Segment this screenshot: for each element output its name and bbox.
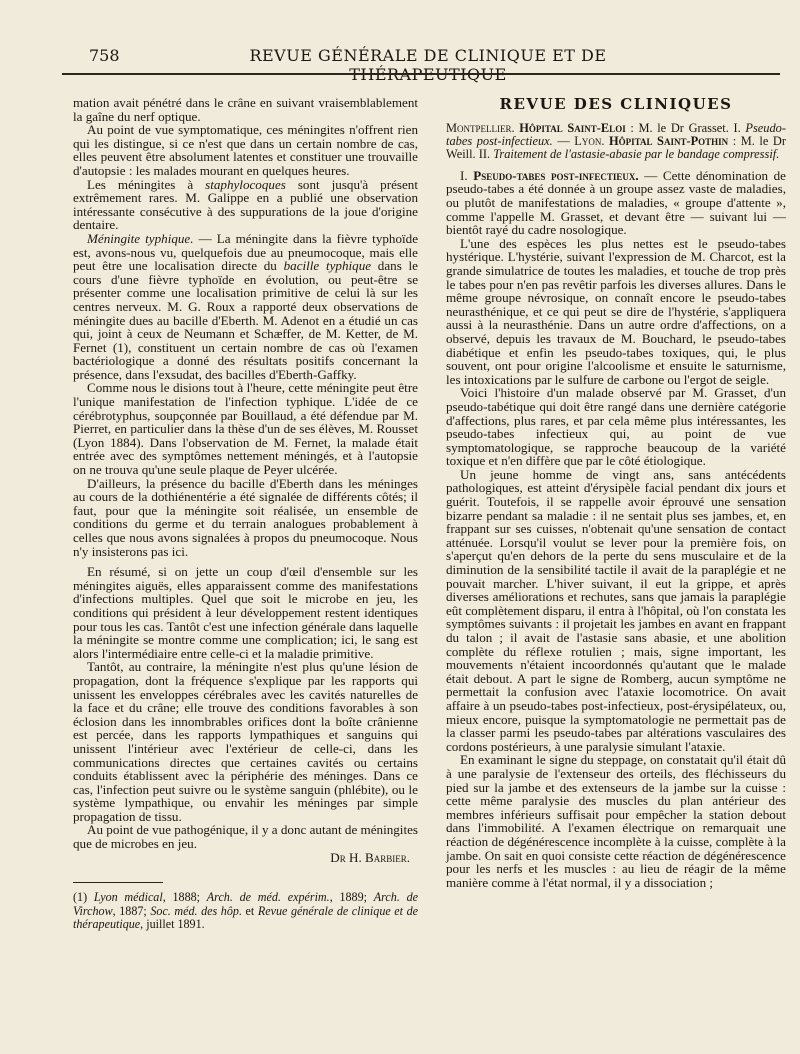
- paragraph: En examinant le signe du steppage, on constatait qu'il était dû à une paralysie de l'extenseur des orteils, des fléchisseurs du pied sur la jambe et des extenseurs de la jambe sur la cuisse : cette même paralysie des muscles du plan antérieur des membres inférieurs suffisait pour empêcher la station debout dans l'immobilité. A l'examen électrique on remarquait une réaction de dégénérescence incomplète à la cuisse, complète à la jambe. On sait en quoi consiste cette réaction de dégénérescence pour les nerfs et les muscles : au lieu de réagir de la même manière comme à l'état normal, il y a dissociation ;: [446, 752, 786, 890]
- paragraph: Comme nous le disions tout à l'heure, cette méningite peut être l'unique manifestation de l'infection typhique. L'idée de ce cérébrotyphus, soupçonnée par Bouillaud, a été défendue par M. Pierret, en particulier dans la thèse d'un de ses élèves, M. Rousset (Lyon 1884). Dans l'observation de M. Fernet, la malade était entrée avec des symptômes nettement méningés, et à l'autopsie on ne trouva qu'une seule plaque de Peyer ulcérée.: [73, 380, 418, 478]
- paragraph: D'ailleurs, la présence du bacille d'Eberth dans les méninges au cours de la dothiénentérie a été signalée de différents côtés; il faut, pour que la méningite soit réalisée, un ensemble de conditions du germe et du terrain analogues probablement à celles que nous avons signalées à propos du pneumocoque. Nous n'y insisterons pas ici.: [73, 475, 418, 559]
- right-column: [446, 96, 786, 889]
- footnote-rule: [73, 882, 163, 883]
- page-number: 758: [89, 46, 120, 65]
- footnote: (1) Lyon médical, 1888; Arch. de méd. expérim., 1889; Arch. de Virchow, 1887; Soc. méd. des hôp. et Revue générale de clinique et de thérapeutique, juillet 1891.: [73, 890, 419, 932]
- running-header: [0, 38, 800, 68]
- paragraph: Un jeune homme de vingt ans, sans antécédents pathologiques, est atteint d'érysipèle facial pendant dix jours et guérit. Toutefois, il se rappelle avoir éprouvé une sensation bizarre pendant sa maladie : il ne sentait plus ses jambes, et, en frappant sur ses cuisses, n'obtenait qu'une sensation de contact atténuée. Lorsqu'il voulut se lever pour la première fois, on s'aperçut qu'en dehors de la perte du sens musculaire et de la diminution de la sensibilité tactile il avait de la paraplégie et ne pouvait marcher. L'hiver suivant, il eut la grippe, et après diverses améliorations et rechutes, sans que jamais la paraplégie eût complètement disparu, il entra à l'hôpital, où l'on constata les symptômes suivants : il projetait les jambes en avant en frappant du talon ; il avait de l'astasie sans abasie, et une abolition complète du réflexe rotulien ; mais, signe important, les mouvements n'étaient incoordonnés qu'autant que le malade était debout. A part le signe de Romberg, aucun symptôme ne permettait la confusion avec l'ataxie locomotrice. On avait affaire à un pseudo-tabes post-infectieux, post-érysipélateux, ou, mieux encore, puisque la symptomatologie ne permettait pas de la classer parmi les pseudo-tabes par altérations vasculaires des cordons postérieurs, à une paralysie simulant l'ataxie.: [446, 466, 786, 754]
- left-column: [73, 96, 418, 932]
- paragraph: L'une des espèces les plus nettes est le pseudo-tabes hystérique. L'hystérie, suivant l'expression de M. Charcot, est la grande simulatrice de toutes les maladies, et touche de trop près le tabes pour n'en pas revêtir parfois les diverses allures. Dans le même groupe névrosique, on connaît encore le pseudo-tabes neurasthénique, et ce qui peut se dire de l'hystérie, s'appliquera aussi à la neurasthénie. Dans un autre ordre d'affections, on a observé, depuis les travaux de M. Bouchard, le pseudo-tabes diabétique et enfin les pseudo-tabes toxiques, qui, le plus souvent, ont pour origine l'alcoolisme et ensuite le saturnisme, les intoxications par le sulfure de carbone ou l'ergot de seigle.: [446, 235, 786, 387]
- subheading: Méningite typhique.: [87, 230, 194, 246]
- subheading: Pseudo-tabes post-infectieux.: [473, 167, 639, 183]
- paragraph: I. Pseudo-tabes post-infectieux. — Cette dénomination de pseudo-tabes a été donnée à un groupe assez vaste de maladies, ou plutôt de manifestations de maladies, « groupe d'attente », comme l'appelle M. Grasset, et devant être — suivant lui — bientôt rayé du cadre nosologique.: [446, 167, 786, 238]
- section-summary: Montpellier. Hôpital Saint-Eloi : M. le Dr Grasset. I. Pseudo-tabes post-infectieux. — Lyon. Hôpital Saint-Pothin : M. le Dr Weill. II. Traitement de l'astasie-abasie par le bandage compressif.: [446, 120, 786, 162]
- paragraph: Les méningites à staphylocoques sont jusqu'à présent extrêmement rares. M. Galippe en a publié une observation intéressante consécutive à des suppurations de la joue d'origine dentaire.: [73, 176, 418, 233]
- section-title: REVUE DES CLINIQUES: [499, 95, 733, 113]
- paragraph: mation avait pénétré dans le crâne en suivant vraisemblablement la gaîne du nerf optique.: [73, 95, 418, 124]
- author-signature: Dr H. Barbier.: [330, 849, 410, 865]
- paragraph: Au point de vue pathogénique, il y a donc autant de méningites que de microbes en jeu.: [73, 822, 418, 852]
- paragraph: Voici l'histoire d'un malade observé par M. Grasset, d'un pseudo-tabétique qui doit être rangé dans une dernière catégorie d'affections, plus rares, et par cela même plus intéressantes, les pseudo-tabes infectieux qui, au point de vue symptomatologique, se rapproche beaucoup de la variété toxique et n'en diffère que par le côté étiologique.: [446, 385, 786, 469]
- paragraph: Tantôt, au contraire, la méningite n'est plus qu'une lésion de propagation, dont la fréquence s'explique par les rapports qui unissent les enveloppes cérébrales avec les cavités naturelles de la face et du crâne; elle trouve des conditions favorables à son éclosion dans les innombrables orifices dont la boîte crânienne est percée, dans les rapports lympathiques et sanguins qui unissent l'intérieur avec l'extérieur de celle-ci, dans les communications directes que certaines cavités ou certains conduits établissent avec la périphérie des méninges. Dans ce cas, l'infection peut suivre ou le système sanguin (phlébite), ou le système lympathique, ou envahir les méninges par simple propagation de tissu.: [73, 659, 418, 824]
- paragraph: Au point de vue symptomatique, ces méningites n'offrent rien qui les distingue, si ce n'est que dans un certain nombre de cas, elles peuvent être absolument latentes et constituer une trouvaille d'autopsie : les malades mourant en quelques heures.: [73, 122, 418, 178]
- running-title: REVUE GÉNÉRALE DE CLINIQUE ET DE: [249, 46, 607, 65]
- paragraph: Méningite typhique. — La méningite dans la fièvre typhoïde est, avons-nous vu, quelquefois due au pneumocoque, mais elle peut être une localisation directe du bacille typhique dans le cours d'une fièvre typhoïde en évolution, ou peut-être se présenter comme une localisation primitive de celui là sur les centres nerveux. M. G. Roux a rapporté deux observations de méningite dues au bacille d'Eberth. M. Adenot en a étudié un cas qui, joint à ceux de Neumann et Schæffer, de M. Ketter, de M. Fernet (1), constituent un certain nombre de cas où l'examen bactériologique a donné des résultats positifs concernant la présence, dans l'exsudat, des bacilles d'Eberth-Gaffky.: [73, 230, 419, 382]
- header-rule: [62, 73, 780, 75]
- paragraph: En résumé, si on jette un coup d'œil d'ensemble sur les méningites aiguës, elles apparaissent comme des manifestations d'infections multiples. Quel que soit le microbe en jeu, les conditions qui président à leur développement restent identiques pour tous les cas. Tantôt c'est une infection générale dans laquelle la méningite se montre comme une complication; ici, le sang est alors l'intermédiaire entre celle-ci et la maladie primitive.: [73, 564, 418, 661]
